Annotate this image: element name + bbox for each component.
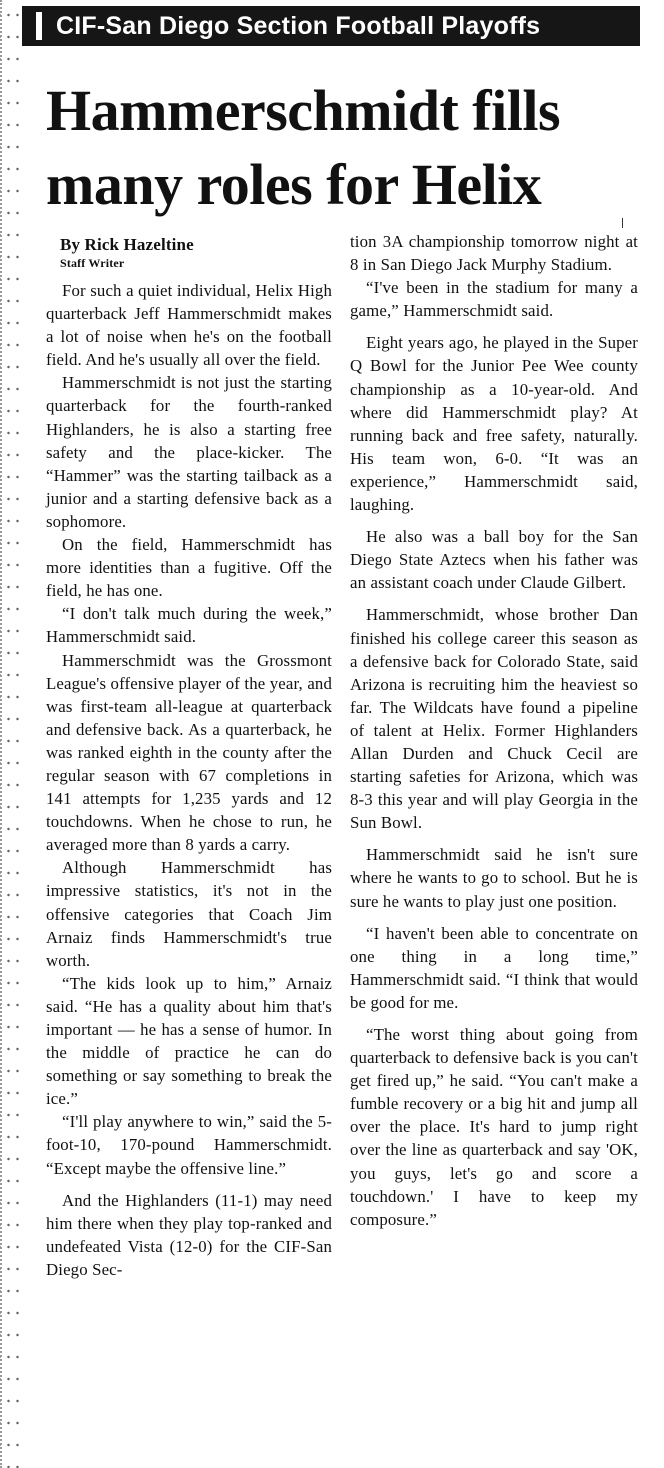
paragraph: “I've been in the stadium for many a game,” Hammerschmidt said. <box>350 278 638 321</box>
paragraph: tion 3A championship tomorrow night at 8 in San Diego Jack Murphy Stadium. <box>350 232 638 275</box>
paragraph: And the Highlanders (11-1) may need him there when they play top-ranked and undefeated Vista (12-0) for the CIF-San Diego Sec- <box>46 1190 332 1279</box>
article-column-left <box>46 226 332 1281</box>
paragraph: “The worst thing about going from quarterback to defensive back is you can't get fired up,” he said. “You can't make a fumble recovery or a big hit and jump all over the place. It's hard to jump right over the line as quarterback and say 'OK, you guys, let's go and score a touchdown.' I have to keep my composure.” <box>350 1025 638 1229</box>
article-column-right <box>350 230 638 1231</box>
paragraph: Hammerschmidt, whose brother Dan finished his college career this season as a defensive back for Colorado State, said Arizona is recruiting him the heaviest so far. The Wildcats have found a pipeline of talent at Helix. Former Highlanders Allan Durden and Chuck Cecil are starting safeties for Arizona, which was 8-3 this year and will play Georgia in the Sun Bowl. <box>350 605 638 833</box>
paragraph: Hammerschmidt was the Grossmont League's offensive player of the year, and was first-team all-league at quarterback and defensive back. As a quarterback, he was ranked eighth in the county after the regular season with 67 completions in 141 attempts for 1,235 yards and 12 touchdowns. When he chose to run, he averaged more than 8 yards a carry. <box>46 650 332 855</box>
byline-title: Staff Writer <box>60 256 125 270</box>
section-banner-label: CIF-San Diego Section Football Playoffs <box>56 11 541 40</box>
paragraph: “The kids look up to him,” Arnaiz said. “He has a quality about him that's important — he has a sense of humor. In the middle of practice he can do something or say something to break the ice.” <box>46 973 332 1109</box>
paragraph: “I'll play anywhere to win,” said the 5-foot-10, 170-pound Hammerschmidt. “Except maybe the offensive line.” <box>46 1112 332 1178</box>
paragraph: For such a quiet individual, Helix High quarterback Jeff Hammerschmidt makes a lot of noise when he's on the football field. And he's usually all over the field. <box>46 281 332 370</box>
paragraph: Eight years ago, he played in the Super Q Bowl for the Junior Pee Wee county championship as a 10-year-old. And where did Hammerschmidt play? At running back and free safety, naturally. His team won, 6-0. “It was an experience,” Hammerschmidt said, laughing. <box>350 333 638 515</box>
paragraph: “I haven't been able to concentrate on one thing in a long time,” Hammerschmidt said. “I think that would be good for me. <box>350 923 638 1012</box>
headline <box>46 74 656 222</box>
paragraph: Hammerschmidt said he isn't sure where he wants to go to school. But he is sure he wants to play just one position. <box>350 845 638 911</box>
column-rule-mark <box>622 218 623 228</box>
paragraph: “I don't talk much during the week,” Hammerschmidt said. <box>46 604 332 647</box>
headline-line-2: many roles for Helix <box>46 152 542 217</box>
byline <box>60 234 332 270</box>
paragraph: He also was a ball boy for the San Diego State Aztecs when his father was an assistant coach under Claude Gilbert. <box>350 527 638 593</box>
paragraph: On the field, Hammerschmidt has more identities than a fugitive. Off the field, he has one. <box>46 535 332 601</box>
paragraph: Hammerschmidt is not just the starting quarterback for the fourth-ranked Highlanders, he is also a starting free safety and the place-kicker. The “Hammer” was the starting tailback as a junior and a starting defensive back as a sophomore. <box>46 373 332 531</box>
headline-line-1: Hammerschmidt fills <box>46 78 561 143</box>
byline-author: By Rick Hazeltine <box>60 235 194 254</box>
section-banner <box>22 6 640 46</box>
banner-bar-mark <box>36 12 42 40</box>
paragraph: Although Hammerschmidt has impressive statistics, it's not in the offensive categories that Coach Jim Arnaiz finds Hammerschmidt's true worth. <box>46 858 332 970</box>
page-torn-edge <box>0 0 24 1468</box>
